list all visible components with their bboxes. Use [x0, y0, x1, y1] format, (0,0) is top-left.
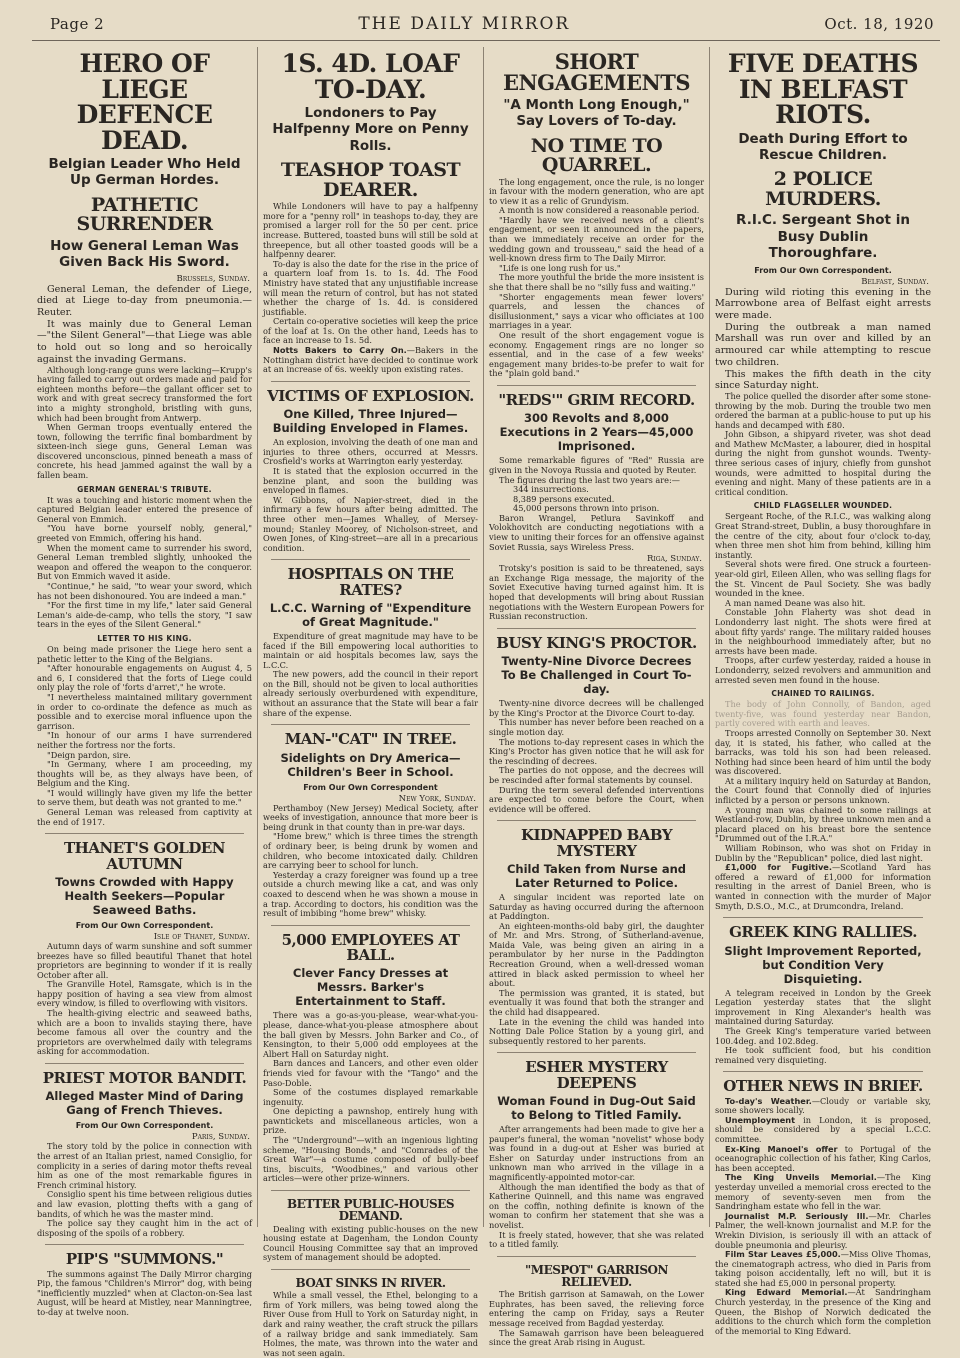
column-rule [45, 1063, 244, 1064]
article-news-in-brief [715, 1079, 931, 1336]
headline-secondary: TEASHOP TOAST DEARER. [280, 159, 461, 201]
paragraph: A man named Deane was also hit. [725, 597, 866, 608]
headline: PRIEST MOTOR BANDIT. [42, 1069, 247, 1088]
paragraph: "Shorter engagements mean fewer lovers' quarrels, and lessen the chances of disillusionment," says a vicar who officiates at 100 marriages in a year. [489, 291, 704, 331]
brief-text: —Mr. Charles Palmer, the well-known journalist and M.P. for the Wrekin Division, is seriously ill with an attack of double pneumonia and pleurisy. [715, 1210, 931, 1250]
subheadline: Child Taken from Nurse and Later Returned to Police. [506, 861, 687, 890]
paragraph: Autumn days of warm sunshine and soft summer breezes have so filled beautiful Thanet that hotel proprietors are beginning to wonder if it is really October after all. [37, 940, 252, 980]
column-rule [497, 385, 696, 386]
subheadline: Death During Effort to Rescue Children. [738, 130, 908, 163]
column-rule [45, 1244, 244, 1245]
article-loaf [263, 51, 478, 375]
paragraph: Consiglio spent his time between religious duties and law evasion, plotting thefts with a gang of bandits, of which he was the master mind. [37, 1189, 252, 1219]
brief-item [715, 1097, 931, 1116]
headline: OTHER NEWS IN BRIEF. [723, 1077, 923, 1096]
brief-lead: Ex-King Manoel's offer [725, 1143, 838, 1154]
paragraph: Baron Wrangel, Petlura Savinkoff and Volokhovitch are conducting negotiations with a view to uniting their forces for an offensive against Soviet Russia, says Wireless Press. [489, 512, 704, 552]
section-heading: LETTER TO HIS KING. [97, 633, 192, 643]
article-kidnapped-baby [489, 828, 704, 1046]
headline: BOAT SINKS IN RIVER. [295, 1275, 446, 1290]
article-proctor [489, 633, 704, 814]
dateline: Paris, Sunday. [191, 1132, 250, 1143]
section-heading: CHILD FLAGSELLER WOUNDED. [753, 501, 893, 511]
headline: GREEK KING RALLIES. [729, 923, 917, 942]
paragraph: Late in the evening the child was handed into Notting Dale Police Station by a young girl, and subsequently restored to her parents. [489, 1016, 704, 1046]
byline: From Our Own Correspondent. [754, 265, 892, 275]
column-rule [271, 1190, 470, 1191]
paragraph-faded: The body of John Connolly, of Bandon, aged twenty-five, was found yesterday near Bandon, partly covered with earth and leaves. [715, 699, 931, 729]
paragraph: Although the man identified the body as that of Katherine Quinnell, and this name was engraved on the coffin, nothing definite is known of the woman to confirm her statement that she was a novelist. [489, 1181, 704, 1230]
paragraph: General Leman was released from captivity at the end of 1917. [37, 807, 252, 827]
column-2 [258, 47, 484, 1358]
subheadline: "A Month Long Enough," Say Lovers of To-day. [503, 96, 690, 130]
headline: 1S. 4D. LOAF TO-DAY. [281, 49, 460, 104]
subheadline: R.I.C. Sergeant Shot in Busy Dublin Thoroughfare. [736, 212, 910, 262]
paragraph: Although long-range guns were lacking—Krupp's having failed to carry out orders made and paid for eighteen months before—the gallant officer set to work and with great secrecy transformed the fort into a mighty stronghold, bristling with guns, which had been brought from Antwerp. [37, 364, 252, 423]
brief-lead: The King Unveils Memorial. [725, 1172, 877, 1183]
paragraph: "You have borne yourself nobly, general," greeted von Emmich, offering his hand. [37, 523, 252, 544]
paragraph: Yesterday a crazy foreigner was found up a tree outside a church mewing like a cat, and was only coaxed to descend when he was shown a mouse in a trap. According to doctors, his condition was the result of imbibing "home brew" whisky. [263, 869, 478, 919]
headline: 5,000 EMPLOYEES AT BALL. [281, 930, 460, 965]
figure-line: 45,000 persons thrown into prison. [513, 503, 660, 514]
masthead [32, 10, 940, 41]
subheadline: Belgian Leader Who Held Up German Hordes. [48, 156, 241, 189]
paragraph: When the moment came to surrender his sword, General Leman trembled slightly, unhooked the weapon and offered the weapon to the conqueror. But von Emmich waved it aside. [37, 542, 252, 582]
paragraph: This number has never before been reached on a single motion day. [489, 717, 704, 737]
paragraph: Expenditure of great magnitude may have to be faced if the Bill empowering local authorities to maintain or aid hospitals becomes law, says the L.C.C. [263, 630, 478, 670]
subheadline: Sidelights on Dry America—Children's Beer in School. [280, 750, 461, 779]
columns [32, 47, 940, 1358]
paragraph: William Robinson, who was shot on Friday in Dublin by the "Republican" police, died last night. [715, 843, 931, 863]
column-1 [32, 47, 258, 1317]
headline: "MESPOT" GARRISON RELIEVED. [525, 1262, 668, 1289]
paragraph: Some remarkable figures of "Red" Russia are given in the Novoya Russia and quoted by Reuter. [489, 455, 704, 475]
paragraph-lead: £1,000 for Fugitive. [725, 862, 832, 873]
article-engagements [489, 51, 704, 379]
paragraph: Troops arrested Connolly on September 30. Next day, it is stated, his father, who called at the barracks, was told his son had been released. Nothing had since been heard of him until the body was discovered. [715, 727, 931, 777]
subheadline: 300 Revolts and 8,000 Executions in 2 Years—45,000 Imprisoned. [499, 411, 694, 454]
page-number: Page 2 [50, 15, 105, 33]
paragraph: Dealing with existing public-houses on the new housing estate at Dagenham, the London County Council Housing Committee say that an improved system of management should be adopted. [263, 1223, 478, 1263]
paragraph: A month is now considered a reasonable period. [499, 205, 700, 216]
paragraph: "In Germany, where I am proceeding, my thoughts will be, as they always have been, of Belgium and the King. [37, 759, 252, 789]
paragraph: "Hardly have we received news of a client's engagement, or seen it announced in the papers, than we immediately receive an order for the wedding gown and trousseau," said the head of a well-known dress firm to The Daily Mirror. [489, 214, 704, 264]
paragraph-text: —Bakers in the Nottingham district have decided to continue work at an increase of 6s. weekly upon existing rates. [263, 345, 478, 375]
byline: From Our Own Correspondent. [75, 1121, 214, 1131]
paragraph: "For the first time in my life," later said General Leman's aide-de-camp, who tells the story, "I saw tears in the eyes of the Silent General." [37, 600, 252, 630]
column-4 [710, 47, 936, 1336]
brief-lead: Film Star Leaves £5,000. [725, 1249, 841, 1260]
paragraph: "Continue," he said, "to wear your sword, which has not been dishonoured. You are indeed a man." [37, 581, 252, 601]
paragraph: W. Gibbons, of Napier-street, died in the infirmary a few hours after being admitted. The three other men—James Whalley, of Mersey-mound; Stanley Moorey, of Nicholson-street, and Owen Jones, of King-street—are all in a precarious condition. [263, 494, 478, 553]
brief-item [715, 1212, 931, 1250]
figure-line: 344 insurrections. [513, 484, 589, 495]
paragraph: "Deign pardon, sire. [47, 749, 131, 760]
headline: BUSY KING'S PROCTOR. [496, 633, 697, 652]
paragraph: Sergeant Roche, of the R.I.C., was walking along Great Strand-street, Dublin, a busy thoroughfare in the centre of the city, about four o'clock to-day, when three men shot him from behind, killing him instantly. [715, 511, 931, 560]
article-boat [263, 1277, 478, 1358]
figure-line: 8,389 persons executed. [513, 493, 615, 504]
subheadline: Towns Crowded with Happy Health Seekers—Popular Seaweed Baths. [55, 874, 234, 917]
column-rule [271, 925, 470, 926]
brief-item [715, 1173, 931, 1211]
column-rule [45, 833, 244, 834]
paragraph: There was a go-as-you-please, wear-what-you-please, dance-what-you-please atmosphere about the ball given by Messrs. John Barker and Co., of Kensington, to their 5,000 odd employees at the Albert Hall on Saturday night. [263, 1010, 478, 1059]
dateline: Isle of Thanet, Sunday. [153, 931, 250, 942]
paragraph: During wild rioting this evening in the Marrowbone area of Belfast eight arrests were made. [715, 286, 931, 321]
headline: MAN-"CAT" IN TREE. [284, 730, 457, 749]
paragraph: Some of the costumes displayed remarkable ingenuity. [263, 1087, 478, 1107]
paragraph: "In honour of our arms I have surrendered neither the fortress nor the forts. [37, 730, 252, 750]
byline: From Our Own Correspondent. [75, 920, 214, 930]
article-man-cat [263, 732, 478, 918]
paragraph: The "Underground"—with an ingenious lighting scheme, "Housing Bonds," and "Comrades of the Great War"—a costume composed of bully-beef tins, biscuits, "Woodbines," and various other articles—were other prize-winners. [263, 1135, 478, 1184]
article-liege [37, 51, 252, 827]
headline: HERO OF LIEGE DEFENCE DEAD. [76, 49, 213, 155]
paragraph: An explosion, involving the death of one man and injuries to three others, occurred at Messrs. Crosfield's works at Warrington early yesterday. [263, 437, 478, 467]
column-rule [723, 1071, 923, 1072]
paragraph: The Greek King's temperature varied between 100.4deg. and 102.8deg. [715, 1025, 931, 1046]
column-rule [723, 917, 923, 918]
article-greek-king [715, 925, 931, 1065]
brief-text: —Miss Olive Thomas, the cinematograph actress, who died in Paris from taking poison accidentally, left no will, but it is stated she had £5,000 in personal property. [715, 1249, 931, 1288]
article-public-houses [263, 1198, 478, 1263]
headline-secondary: PATHETIC SURRENDER [76, 193, 213, 236]
paragraph: The figures during the last two years are:— [499, 474, 680, 485]
article-mespot [489, 1264, 704, 1348]
subheadline: Woman Found in Dug-Out Said to Belong to Titled Family. [497, 1094, 696, 1123]
paragraph: Barn dances and Lancers, and other even older friends vied for favour with the "Tango" and the Paso-Doble. [263, 1058, 478, 1088]
paragraph: "I nevertheless maintained military government in order to co-ordinate the defence as much as possible and to exercise moral influence upon the garrison. [37, 691, 252, 731]
brief-text: —Cloudy or variable sky, some showers locally. [715, 1095, 932, 1116]
brief-lead: King Edward Memorial. [725, 1287, 848, 1298]
subheadline: Slight Improvement Reported, but Condition Very Disquieting. [724, 943, 922, 986]
headline: HOSPITALS ON THE RATES? [287, 565, 454, 599]
byline: From Our Own Correspondent [303, 782, 438, 792]
brief-item [715, 1116, 931, 1145]
paragraph: The British garrison at Samawah, on the Lower Euphrates, has been saved, the relieving force entering the camp on Friday, says a Reuter message received from Bagdad yesterday. [489, 1289, 704, 1328]
paragraph: John Gibson, a shipyard riveter, was shot dead and Mathew McMaster, a labourer, died in hospital during the night from gunshot wounds. Twenty-three serious cases of injury, chiefly from gunshot wounds, were admitted to hospital during the evening and night. Many of these patients are in a critical condition. [715, 429, 931, 497]
paragraph: The Samawah garrison have been beleaguered since the great Arab rising in August. [489, 1327, 704, 1348]
paragraph: While a small vessel, the Ethel, belonging to a firm of York millers, was being towed along the River Ouse from Hull to York on Saturday night, in dark and rainy weather, the craft struck the pillars of a railway bridge and sank immediately. Sam Holmes, the mate, was thrown into the water and was not seen again. [263, 1290, 478, 1358]
paragraph-text: —Scotland Yard has offered a reward of £1,000 for information resulting in the arrest of Daniel Breen, who is wanted in connection with the murder of Major Smyth, D.S.O., M.C., at Drumcondra, Ireland. [715, 862, 931, 911]
paragraph: The new powers, add the council in their report on the Bill, should not be given to local authorities already seriously overburdened with expenditure, without an assurance that the State will bear a fair share of the expense. [263, 669, 478, 718]
paragraph: The motions to-day represent cases in which the King's Proctor has given notice that he will ask for the rescinding of decrees. [489, 736, 704, 766]
paragraph: "I would willingly have given my life the better to serve them, but death was not granted to me." [37, 787, 252, 808]
section-heading: CHAINED TO RAILINGS. [771, 689, 875, 699]
paragraph: The parties do not oppose, and the decrees will be rescinded after formal statements by counsel. [489, 765, 704, 785]
paragraph: This makes the fifth death in the city since Saturday night. [715, 368, 931, 392]
headline: THANET'S GOLDEN AUTUMN [63, 839, 225, 873]
paragraph: During the term several defended interventions are expected to come before the Court, when evidence will be offered. [489, 784, 704, 814]
subheadline: How General Leman Was Given Back His Sword. [50, 237, 239, 271]
paragraph: While Londoners will have to pay a halfpenny more for a "penny roll" in teashops to-day, they are promised a larger roll for the 50 per cent. price increase. Buttered, toasted buns will still be sold at threepence, but all other toasted goods will be a halfpenny dearer. [263, 201, 478, 260]
paragraph: To-day is also the date for the rise in the price of a quartern loaf from 1s. to 1s. 4d. The Food Ministry have stated that any unjustifiable increase will mean the return of control, but has not stated whether the charge of 1s. 4d. is considered justifiable. [263, 258, 478, 317]
brief-lead: Journalist M.P. Seriously Ill. [725, 1210, 869, 1221]
brief-lead: Unemployment [725, 1114, 796, 1125]
subheadline: Clever Fancy Dresses at Messrs. Barker's Entertainment to Staff. [292, 966, 449, 1009]
paragraph: The more youthful the bride the more insistent is she that there shall be no "silly fuss and waiting." [489, 272, 704, 293]
paragraph: When German troops eventually entered the town, following the terrific final bombardment by sixteen-inch siege guns, General Leman was discovered unconscious, pinned beneath a mass of concrete, his head jammed against the wall by a fallen beam. [37, 422, 252, 481]
column-rule [271, 381, 470, 382]
article-ball [263, 930, 478, 1184]
subheadline: Alleged Master Mind of Daring Gang of French Thieves. [45, 1089, 244, 1118]
brief-text: in London, it is proposed, should be considered by a special L.C.C. committee. [715, 1114, 931, 1144]
paragraph: Several shots were fired. One struck a fourteen-year-old girl, Eileen Allen, who was selling flags for the St. Vincent de Paul Society. She was badly wounded in the knee. [715, 559, 931, 599]
headline: KIDNAPPED BABY MYSTERY [520, 826, 673, 860]
article-reds [489, 390, 705, 622]
brief-item [715, 1288, 931, 1336]
column-rule [271, 559, 470, 560]
brief-text: —The King yesterday unveiled a memorial cross erected to the memory of seventy-seven men from the Sandringham estate who fell in the war. [715, 1172, 931, 1212]
subheadline: L.C.C. Warning of "Expenditure of Great Magnitude." [269, 600, 472, 629]
paragraph: During the outbreak a man named Marshall was run over and killed by an armoured car while attempting to rescue two children. [715, 321, 931, 368]
paragraph: Twenty-nine divorce decrees will be challenged by the King's Proctor at the Divorce Court to-day. [489, 698, 704, 718]
headline: "REDS'" GRIM RECORD. [498, 390, 695, 409]
paragraph: "Life is one long rush for us." [499, 262, 621, 273]
paragraph: The summons against The Daily Mirror charging Pip, the famous "Children's Mirror" dog, with being "inefficiently muzzled" when at Clacton-on-Sea last August, will be heard at Mistley, near Manningtree, to-day at twelve noon. [37, 1268, 252, 1317]
paragraph: He took sufficient food, but his condition remained very disquieting. [715, 1045, 931, 1065]
paragraph: Troops, after curfew yesterday, raided a house in Londonderry, seized revolvers and ammunition and arrested seven men found in the house. [715, 655, 931, 685]
column-rule [271, 1269, 470, 1270]
article-pip [37, 1252, 252, 1317]
paragraph [715, 863, 931, 911]
brief-text: —At Sandringham Church yesterday, in the presence of the King and Queen, the Bishop of Norwich dedicated the additions to the church which form the completion of the memorial to King Edward. [715, 1287, 931, 1336]
brief-item [715, 1145, 931, 1174]
dateline: Riga, Sunday. [647, 554, 702, 565]
paragraph: "After honourable engagements on August 4, 5 and 6, I considered that the forts of Liege could only play the role of 'forts d'arret'," he wrote. [37, 663, 252, 693]
issue-date: Oct. 18, 1920 [824, 15, 934, 33]
paragraph: It was mainly due to General Leman—"the Silent General"—that Liege was able to hold out so long and so heroically against the invading Germans. [37, 318, 252, 365]
brief-lead: To-day's Weather. [725, 1095, 812, 1106]
article-hospitals [263, 567, 478, 718]
paragraph: The health-giving electric and seaweed baths, which are a boon to invalids staying there, have become famous all over the country and the proprietors are overwhelmed daily with telegrams asking for accommodation. [37, 1008, 252, 1057]
article-belfast [715, 51, 931, 911]
paragraph: It was a touching and historic moment when the captured Belgian leader entered the presence of General von Emmich. [37, 494, 252, 524]
dateline: Belfast, Sunday. [861, 276, 929, 287]
article-thanet [37, 841, 252, 1057]
paragraph: Constable John Flaherty was shot dead in Londonderry last night. The shots were fired at about fifty yards' range. The military raided houses in the neighbourhood immediately after, but no arrests have been made. [715, 607, 931, 656]
paragraph: General Leman, the defender of Liege, died at Liege to-day from pneumonia.—Reuter. [37, 283, 252, 319]
headline: BETTER PUBLIC-HOUSES DEMAND. [287, 1197, 454, 1224]
paragraph: After arrangements had been made to give her a pauper's funeral, the woman "novelist" whose body was found in a dug-out at Esher was buried at Esher on Saturday under instructions from an unknown man who arrived in the village in a magnificently-appointed motor-car. [489, 1124, 704, 1182]
section-heading: GERMAN GENERAL'S TRIBUTE. [77, 484, 212, 494]
paragraph: Certain co-operative societies will keep the price of the loaf at 1s. On the other hand, Leeds has to face an increase to 1s. 5d. [263, 316, 478, 346]
article-explosion [263, 386, 478, 553]
subheadline: Londoners to Pay Halfpenny More on Penny Rolls. [272, 105, 469, 154]
paragraph: Trotsky's position is said to be threatened, says an Exchange Riga message, the majority of the Soviet Executive having turned against him. It is hoped that developments will bring about Russian negotiations with the Western European Powers for Russian reconstruction. [489, 563, 705, 622]
brief-item [715, 1250, 931, 1288]
paragraph: It is freely stated, however, that she was related to a titled family. [489, 1229, 704, 1250]
headline: VICTIMS OF EXPLOSION. [267, 386, 474, 405]
paragraph: The police quelled the disorder after some stone-throwing by the mob. During the trouble two men ordered the barman at a public-house to put up his hands and decamped with £80. [715, 390, 931, 430]
paragraph: Perthamboy (New Jersey) Medical Society, after weeks of investigation, announce that more beer is being drunk in that county than in pre-war days. [263, 802, 478, 832]
dateline: New York, Sunday. [398, 793, 476, 804]
paragraph: One depicting a pawnshop, entirely hung with pawntickets and miscellaneous articles, won a prize. [263, 1106, 478, 1136]
paragraph: A singular incident was reported late on Saturday as having occurred during the afternoon at Paddington. [489, 891, 704, 922]
headline: SHORT ENGAGEMENTS [502, 49, 691, 96]
paragraph: One result of the short engagement vogue is economy. Engagement rings are no longer so essential, and in the case of a few weeks' engagement many brides-to-be prefer to wait for the "plain gold band." [489, 330, 704, 379]
headline: PIP'S "SUMMONS." [65, 1250, 224, 1269]
article-priest [37, 1071, 252, 1238]
column-rule [497, 1052, 696, 1053]
paragraph: An eighteen-months-old baby girl, the daughter of Mr. and Mrs. Strong, of Sutherland-avenue, Maida Vale, was being given an airing in a perambulator by her nurse in the Paddington Recreation Ground, when a well-dressed woman attired in black asked permission to wheel her about. [489, 920, 704, 989]
paragraph: At a military inquiry held on Saturday at Bandon, the Court found that Connolly died of injuries inflicted by a person or persons unknown. [715, 775, 931, 806]
column-rule [497, 820, 696, 821]
column-rule [497, 1256, 696, 1257]
column-rule [497, 628, 696, 629]
paragraph [263, 346, 478, 375]
column-3 [484, 47, 710, 1348]
paragraph: "Home brew," which is three times the strength of ordinary beer, is being drunk by women and children, who become intoxicated daily. Children are carrying beer to school for lunch. [263, 831, 478, 871]
paragraph-lead: Notts Bakers to Carry On. [273, 345, 407, 356]
subheadline: One Killed, Three Injured—Building Enveloped in Flames. [272, 407, 469, 436]
paragraph: On being made prisoner the Liege hero sent a pathetic letter to the King of the Belgians. [37, 643, 252, 664]
headline: ESHER MYSTERY DEEPENS [525, 1058, 668, 1092]
paragraph: The permission was granted, it is stated, but eventually it was found that both the stranger and the child had disappeared. [489, 987, 704, 1018]
paragraph: The Granville Hotel, Ramsgate, which is in the happy position of having a sea view from almost every window, is filled to overflowing with visitors. [37, 979, 252, 1009]
headline-secondary: 2 POLICE MURDERS. [765, 168, 881, 210]
article-esher [489, 1060, 704, 1249]
paragraph: The long engagement, once the rule, is no longer in favour with the modern generation, who are apt to view it as a relic of Grundyism. [489, 176, 704, 206]
paragraph: A young man was chained to some railings at Westland-row, Dublin, by three unknown men and a placard placed on his breast bore the sentence "Drummed out of the I.R.A." [715, 804, 931, 844]
headline-secondary: NO TIME TO QUARREL. [530, 134, 663, 177]
paragraph: A telegram received in London by the Greek Legation yesterday states that the slight improvement in King Alexander's health was maintained during Saturday. [715, 987, 931, 1027]
dateline: Brussels, Sunday. [176, 273, 250, 284]
paragraph: It is stated that the explosion occurred in the benzine plant, and soon the building was enveloped in flames. [263, 465, 478, 496]
newspaper-title: THE DAILY MIRROR [358, 14, 571, 34]
subheadline: Twenty-Nine Divorce Decrees To Be Challenged in Court To-day. [501, 654, 692, 697]
brief-text: to Portugal of the oceanographic collection of his father, King Carlos, has been accepted. [715, 1143, 931, 1173]
paragraph: The story told by the police in connection with the arrest of an Italian priest, named Consiglio, for complicity in a series of daring motor thefts reveal him as one of the most remarkable figures in French criminal history. [37, 1141, 252, 1190]
paragraph: The police say they caught him in the act of disposing of the spoils of a robbery. [37, 1218, 252, 1238]
column-rule [271, 724, 470, 725]
headline: FIVE DEATHS IN BELFAST RIOTS. [727, 49, 919, 129]
